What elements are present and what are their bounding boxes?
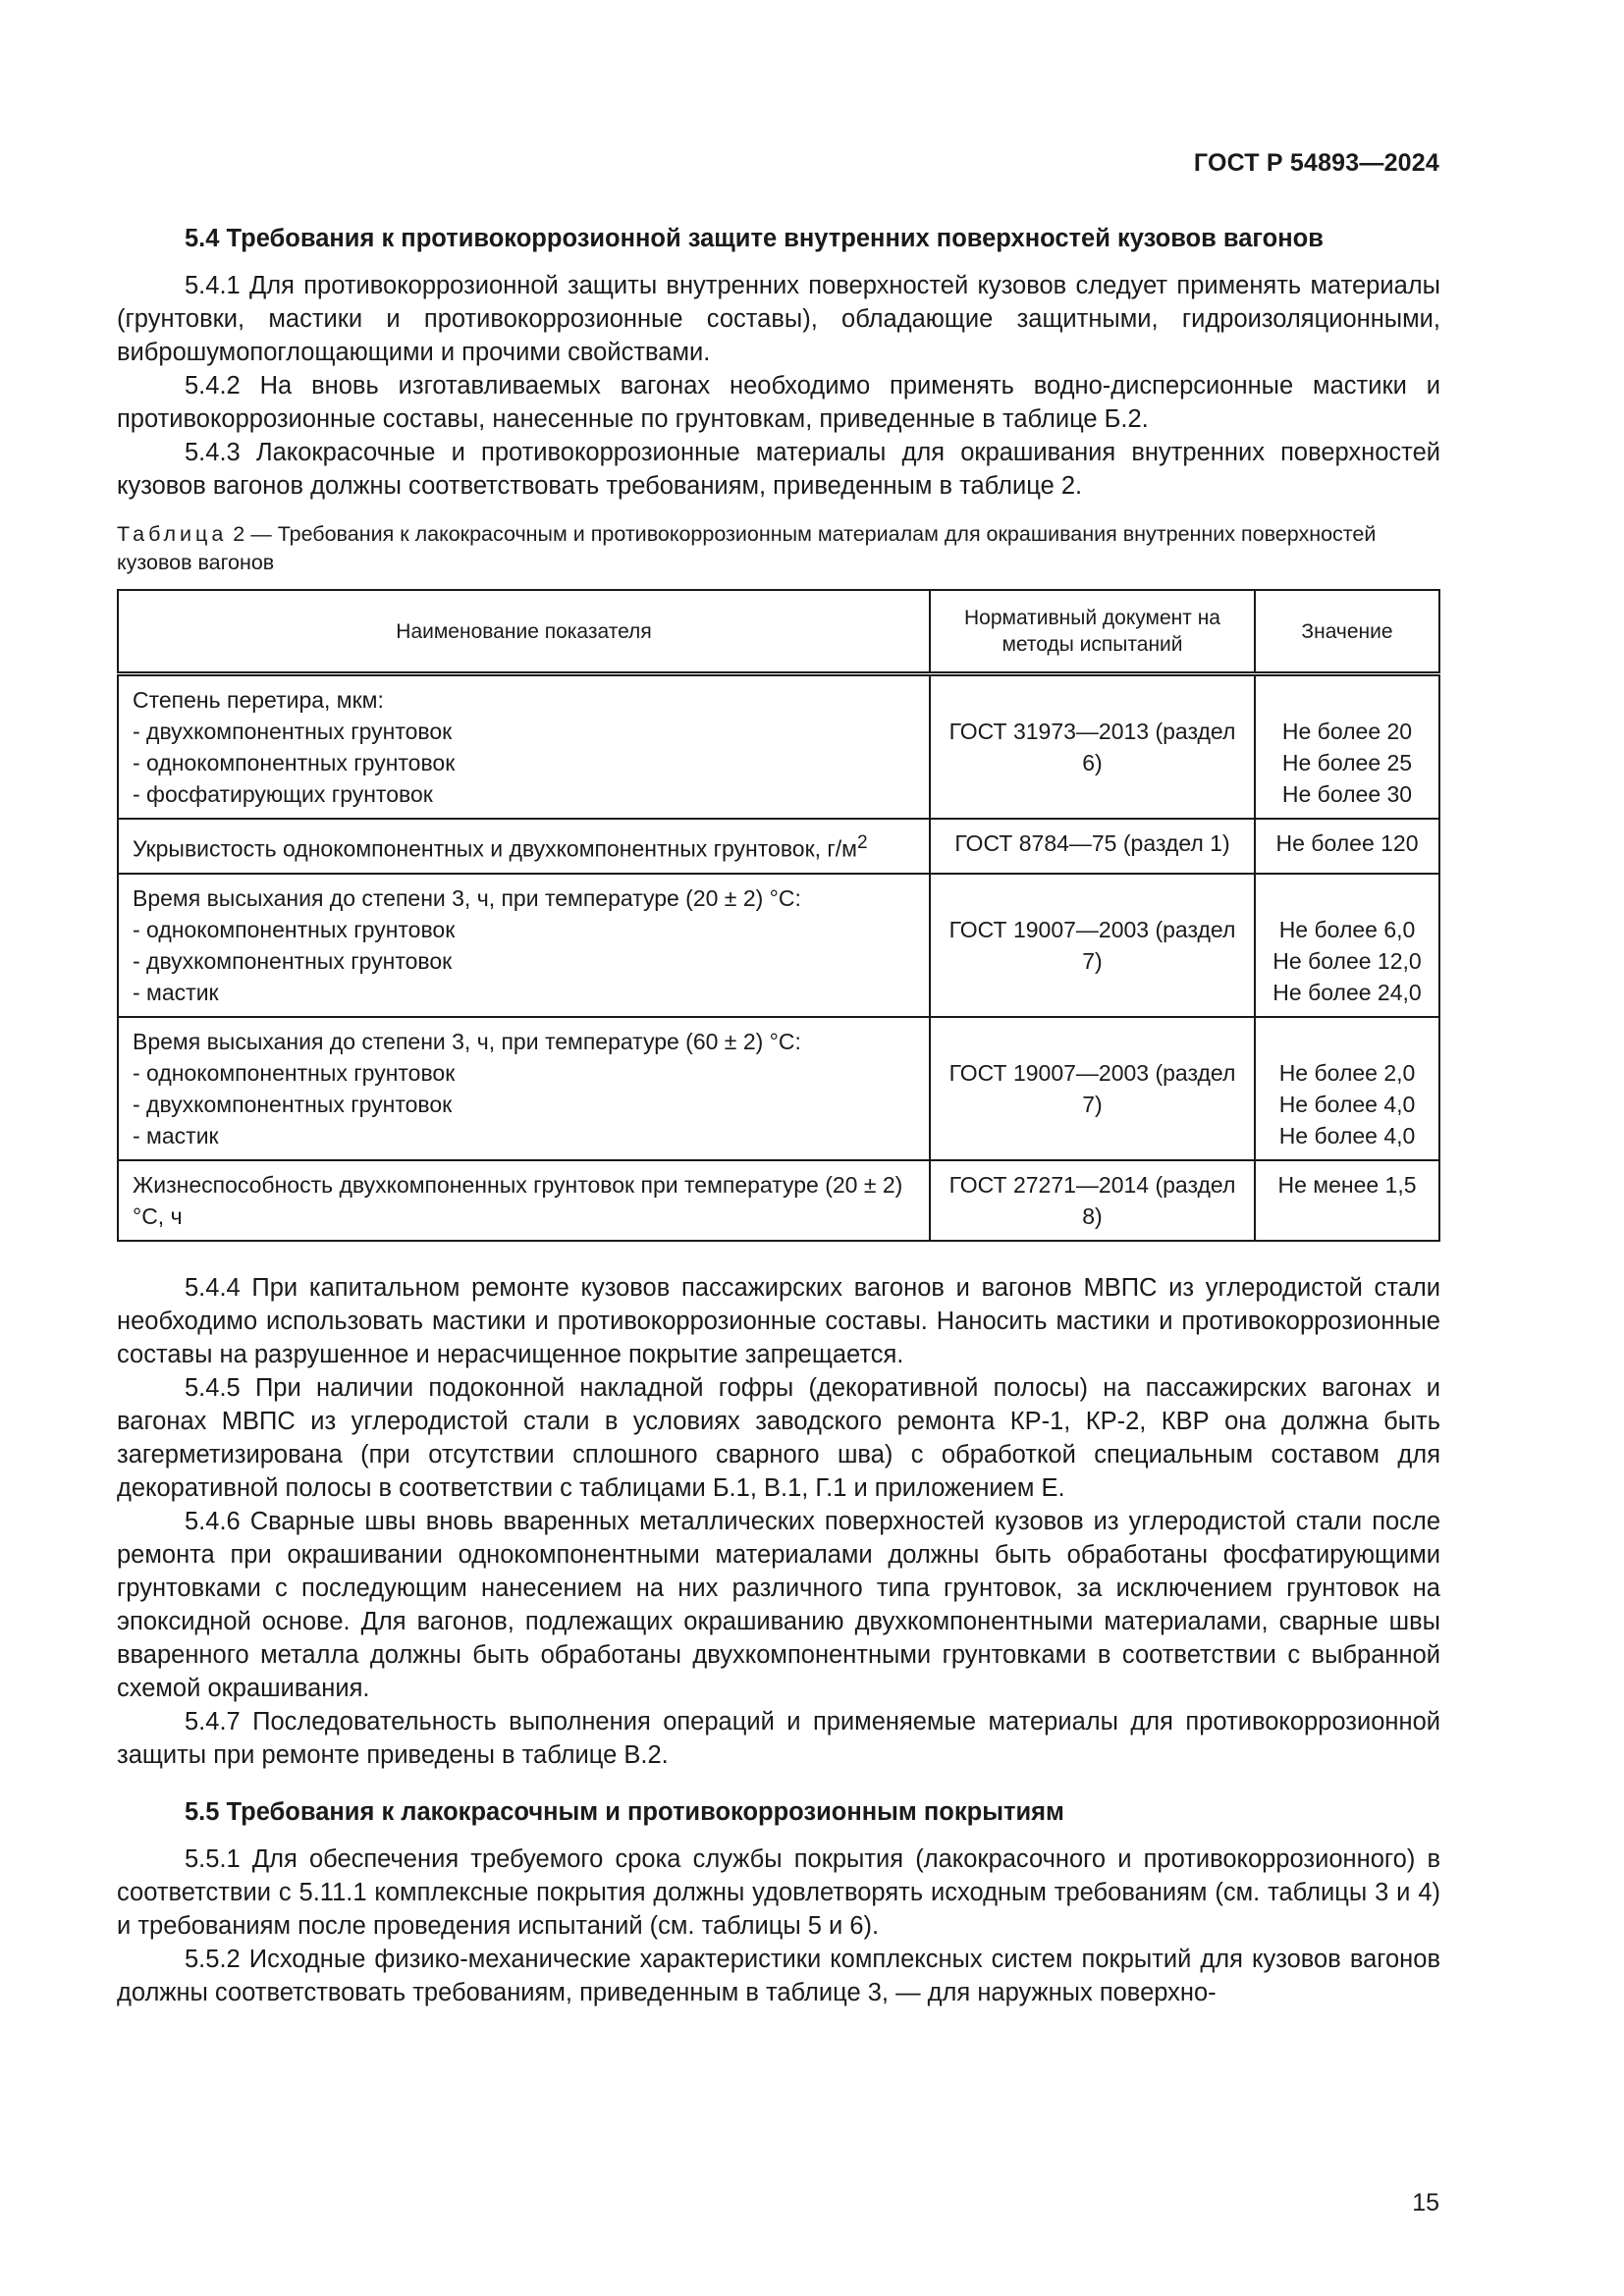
indicator-cell [118,1160,930,1241]
table-header-row [118,590,1439,674]
indicator-label: Время высыхания до степени 3, ч, при температуре (20 ± 2) °С: [133,884,801,911]
indicator-item: - однокомпонентных грунтовок [133,750,456,775]
paragraph-5-5-1: 5.5.1 Для обеспечения требуемого срока службы покрытия (лакокрасочного и противокоррозионного) в соответствии с 5.11.1 комплексные покрытия должны удовлетворять исходным требованиям (см. таблицы 3 и 4) и требованиям после проведения испытаний (см. таблицы 5 и 6). [117,1844,1440,1940]
indicator-item: - фосфатирующих грунтовок [133,781,433,807]
indicator-item: - мастик [133,979,219,1005]
value-cell [1255,674,1439,820]
standard-code: ГОСТ Р 54893—2024 [1193,149,1439,177]
indicator-label: Время высыхания до степени 3, ч, при температуре (60 ± 2) °С: [133,1028,801,1054]
document-ref: ГОСТ 19007—2003 (раздел 7) [948,916,1236,974]
value-line: Не более 12,0 [1272,947,1422,974]
document-ref: ГОСТ 27271—2014 (раздел 8) [948,1171,1236,1229]
paragraph-5-5-2: 5.5.2 Исходные физико-механические характеристики комплексных систем покрытий для кузовов вагонов должны соответствовать требованиям, приведенным в таблице 3, — для наружных поверхно- [117,1945,1440,2006]
requirements-table [117,589,1440,1242]
value-line: Не более 4,0 [1278,1091,1416,1117]
indicator-cell [118,874,930,1017]
indicator-label-superscript: 2 [857,832,868,853]
page-content [117,222,1440,2009]
value-line: Не менее 1,5 [1277,1171,1417,1198]
table-row [118,674,1439,820]
section-title-5-4: 5.4 Требования к противокоррозионной защите внутренних поверхностей кузовов вагонов [185,225,1324,252]
table-row [118,819,1439,874]
value-line: Не более 24,0 [1272,979,1422,1005]
value-line: Не более 25 [1281,750,1413,775]
document-ref: ГОСТ 31973—2013 (раздел 6) [948,719,1236,775]
value-cell [1255,874,1439,1017]
header-normative-document: Нормативный документ на методы испытаний [930,590,1255,674]
indicator-item: - однокомпонентных грунтовок [133,1059,456,1086]
indicator-label: Жизнеспособность двухкомпоненных грунтовок при температуре (20 ± 2) °С, ч [133,1171,903,1229]
table-row [118,874,1439,1017]
value-line: Не более 6,0 [1278,916,1416,942]
table-caption-label: Таблица [117,522,228,546]
table-caption [117,520,1440,577]
indicator-cell [118,1017,930,1160]
section-title-5-5: 5.5 Требования к лакокрасочным и противокоррозионным покрытиям [185,1797,1064,1826]
value-cell [1255,1017,1439,1160]
indicator-cell [118,819,930,874]
document-cell [930,674,1255,820]
indicator-item: - двухкомпонентных грунтовок [133,1091,453,1117]
page-number: 15 [1412,2189,1439,2216]
document-ref: ГОСТ 8784—75 (раздел 1) [954,830,1230,856]
value-line: Не более 30 [1281,781,1413,807]
table-row [118,1017,1439,1160]
value-line: Не более 20 [1281,719,1413,744]
document-cell [930,819,1255,874]
document-cell [930,1017,1255,1160]
paragraph-5-4-4: 5.4.4 При капитальном ремонте кузовов пассажирских вагонов и вагонов МВПС из углеродистой стали необходимо использовать мастики и противокоррозионные составы. Наносить мастики и противокоррозионные составы на разрушенное и нерасчищенное покрытие запрещается. [117,1273,1440,1368]
paragraph-5-4-2: 5.4.2 На вновь изготавливаемых вагонах необходимо применять водно-дисперсионные мастики и противокоррозионные составы, нанесенные по грунтовкам, приведенные в таблице Б.2. [117,372,1440,433]
value-line: Не более 4,0 [1278,1122,1416,1148]
indicator-item: - двухкомпонентных грунтовок [133,947,453,974]
header-indicator-name: Наименование показателя [118,590,930,674]
table-row [118,1160,1439,1241]
indicator-label: Укрывистость однокомпонентных и двухкомпонентных грунтовок, г/м [133,835,857,862]
indicator-item: - однокомпонентных грунтовок [133,916,456,942]
document-cell [930,1160,1255,1241]
value-line: Не более 2,0 [1278,1059,1416,1086]
indicator-item: - двухкомпонентных грунтовок [133,719,453,744]
value-cell [1255,819,1439,874]
paragraph-5-4-1: 5.4.1 Для противокоррозионной защиты внутренних поверхностей кузовов следует применять материалы (грунтовки, мастики и противокоррозионные составы), обладающие защитными, гидроизоляционными, виброшумопоглощающими и прочими свойствами. [117,272,1440,366]
value-line: Не более 120 [1275,830,1419,856]
indicator-cell [118,674,930,820]
paragraph-5-4-6: 5.4.6 Сварные швы вновь вваренных металлических поверхностей кузовов из углеродистой стали после ремонта при окрашивании однокомпонентными материалами должны быть обработаны фосфатирующими грунтовками с последующим нанесением на них различного типа грунтовок, за исключением грунтовок на эпоксидной основе. Для вагонов, подлежащих окрашиванию двухкомпонентными материалами, сварные швы вваренного металла должны быть обработаны двухкомпонентными грунтовками в соответствии с выбранной схемой окрашивания. [117,1507,1440,1702]
document-cell [930,874,1255,1017]
document-ref: ГОСТ 19007—2003 (раздел 7) [948,1059,1236,1117]
paragraph-5-4-5: 5.4.5 При наличии подоконной накладной гофры (декоративной полосы) на пассажирских вагонах и вагонах МВПС из углеродистой стали в условиях заводского ремонта КР-1, КР-2, КВР она должна быть загерметизирована (при отсутствии сплошного сварного шва) с обработкой специальным составом для декоративной полосы в соответствии с таблицами Б.1, В.1, Г.1 и приложением Е. [117,1373,1440,1502]
value-cell [1255,1160,1439,1241]
paragraph-5-4-3: 5.4.3 Лакокрасочные и противокоррозионные материалы для окрашивания внутренних поверхностей кузовов вагонов должны соответствовать требованиям, приведенным в таблице 2. [117,439,1440,500]
header-value: Значение [1255,590,1439,674]
table-caption-text: 2 — Требования к лакокрасочным и противокоррозионным материалам для окрашивания внутренних поверхностей кузовов вагонов [117,522,1377,574]
indicator-item: - мастик [133,1122,219,1148]
paragraph-5-4-7: 5.4.7 Последовательность выполнения операций и применяемые материалы для противокоррозионной защиты при ремонте приведены в таблице В.2. [117,1707,1440,1769]
indicator-label: Степень перетира, мкм: [133,687,384,713]
